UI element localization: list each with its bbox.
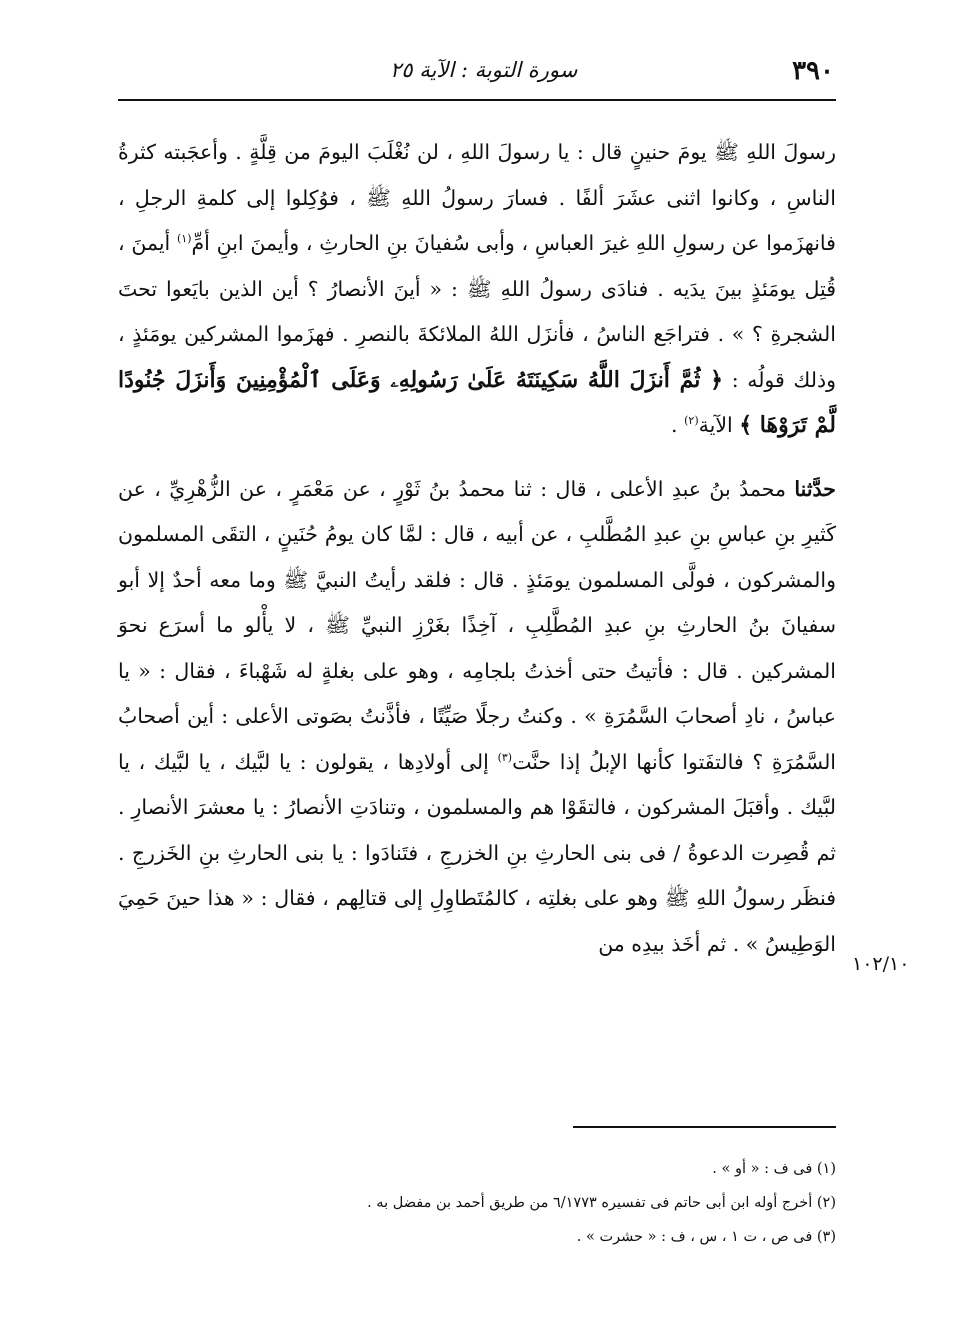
paragraph-text: الآية — [698, 413, 733, 437]
footnote-2: (٢) أخرج أوله ابن أبى حاتم فى تفسيره ٦/١٧٧٣ من طريق أحمد بن مفضل به . — [367, 1195, 836, 1211]
footnote-1: (١) فى ف : « أو » . — [712, 1161, 836, 1177]
paragraph-continuation — [118, 130, 836, 449]
narration-lead-word: حدَّثنا — [794, 476, 836, 501]
footnote-3: (٣) فى ص ، ت ١ ، س ، ف : « حشرت » . — [576, 1229, 836, 1245]
page-number: ٣٩٠ — [792, 56, 834, 86]
paragraph-text: إلى أولادِها ، يقولون : يا لبَّيك ، يا لبَّيك ، يا لبَّيك . وأقبَلَ المشركون ، فالتقَوْا هم والمسلمون ، وتنادَتِ الأنصارُ : يا معشرَ الأنصارِ . ثم قُصِرت الدعوةُ / فى بنى الحارثِ بنِ الخزرجِ ، فتَنادَوا : يا بنى الحارثِ بنِ الخَزرجِ . فنظَر رسولُ اللهِ ﷺ وهو على بغلتِه ، كالمُتَطاوِلِ إلى قتالِهم ، فقال : « هذا حينَ حَمِيَ الوَطِيسُ » . ثم أخَذ بيدِه من — [118, 749, 836, 956]
paragraph-text: رسولَ اللهِ ﷺ يومَ حنينٍ قال : يا رسولَ اللهِ ، لن نُغْلَبَ اليومَ من قِلَّةٍ . وأعجَبته كثرةُ الناسِ ، وكانوا اثنى عشَرَ ألفًا . فسارَ رسولُ اللهِ ﷺ ، فوُكِلوا إلى كلمةِ الرجلِ ، فانهزَموا عن رسولِ اللهِ غيرَ العباسِ ، وأبى سُفيانَ بنِ الحارثِ ، وأيمنَ ابنِ أمِّ — [118, 140, 836, 255]
quran-verse: ﴿ ثُمَّ أَنزَلَ اللَّهُ سَكِينَتَهُ عَلَىٰ رَسُولِهِۦ وَعَلَى ٱلْمُؤْمِنِينَ وَأَنزَلَ جُنُودًا لَّمْ تَرَوْهَا ﴾ — [118, 366, 836, 438]
body-text — [118, 130, 836, 967]
paragraph-hadith — [118, 467, 836, 968]
margin-reference: ١٠٢/١٠ — [852, 953, 910, 975]
footnote-ref-3[interactable]: (٣) — [497, 750, 513, 764]
paragraph-text: محمدُ بنُ عبدِ الأعلى ، قال : ثنا محمدُ بنُ ثَوْرٍ ، عن مَعْمَرٍ ، عن الزُّهْرِيِّ ، عن كَثيرِ بنِ عباسِ بنِ عبدِ المُطَّلبِ ، عن أبيه ، قال : لمَّا كان يومُ حُنَينٍ ، التقَى المسلمون والمشركون ، فولَّى المسلمون يومَئذٍ . قال : فلقد رأيتُ النبيَّ ﷺ وما معه أحدٌ إلا أبو سفيانَ بنُ الحارثِ بنِ عبدِ المُطَّلِبِ ، آخِذًا بغَرْزِ النبيِّ ﷺ ، لا يأْلو ما أسرَع نحوَ المشركين . قال : فأتيتُ حتى أخذتُ بلجامِه ، وهو على بغلةٍ له شَهْباءَ ، فقال : « يا عباسُ ، نادِ أصحابَ السَّمُرَةِ » . وكنتُ رجلًا صَيِّتًا ، فأذَّنتُ بصَوتى الأعلى : أين أصحابُ السَّمُرَةِ ؟ فالتفَتوا كأنها الإبلُ إذا حنَّت — [118, 476, 837, 774]
footnote-ref-2[interactable]: (٢) — [684, 414, 699, 428]
running-title: سورة التوبة : الآية ٢٥ — [390, 58, 578, 82]
footnote-ref-1[interactable]: (١) — [176, 232, 192, 246]
header-divider — [118, 99, 836, 101]
footnote-divider — [573, 1126, 836, 1128]
paragraph-text: . — [671, 413, 678, 437]
footnotes — [150, 1152, 836, 1254]
paragraph-text: أيمنَ ، قُتِل يومَئذٍ بينَ يدَيه . فنادَى رسولُ اللهِ ﷺ : « أينَ الأنصارُ ؟ أين الذين بايَعوا تحتَ الشجرةِ ؟ » . فتراجَع الناسُ ، فأنزَل اللهُ الملائكةَ بالنصرِ . فهزَموا المشركين يومَئذٍ ، وذلك قولُه : — [118, 231, 836, 392]
